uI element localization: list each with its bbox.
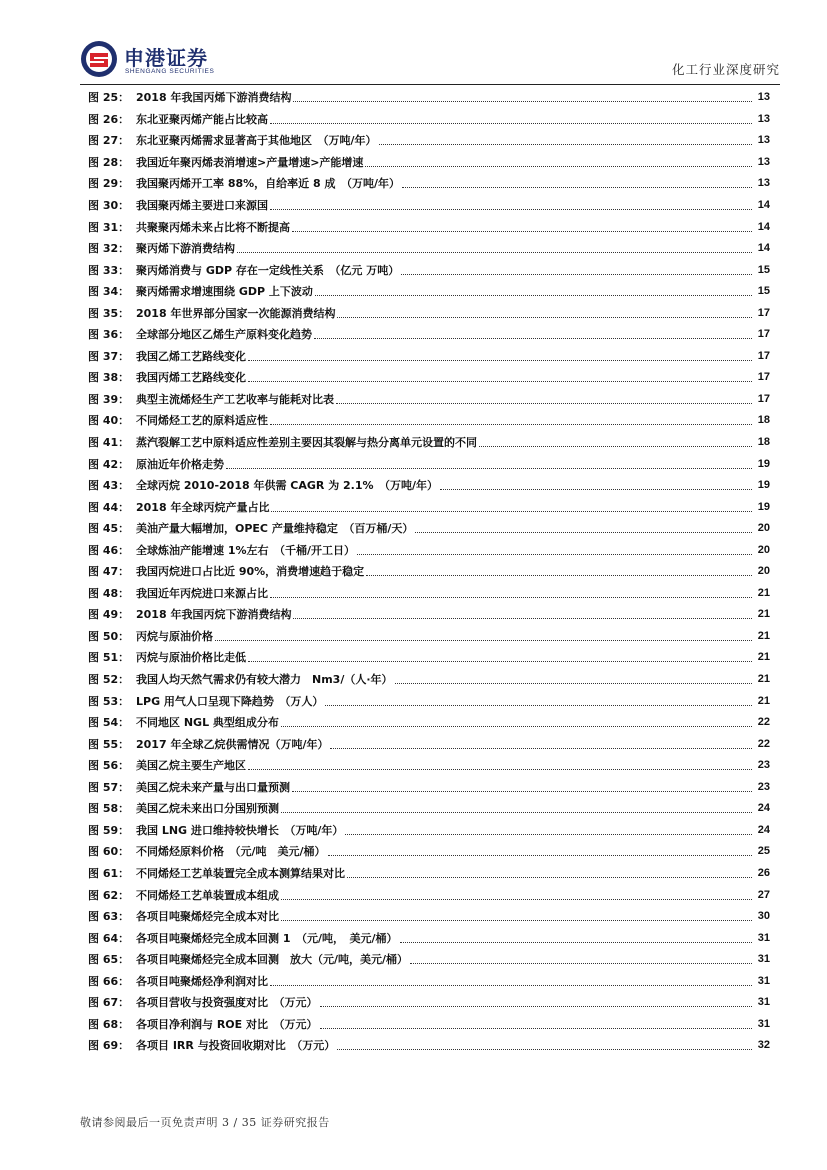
toc-entry[interactable]	[88, 690, 770, 712]
dot-leader	[479, 436, 752, 449]
toc-entry-page: 21	[757, 629, 770, 642]
toc-entry[interactable]	[88, 453, 770, 475]
toc-entry[interactable]	[88, 906, 770, 928]
toc-entry-title: 我国聚丙烯开工率 88%，自给率近 8 成 （万吨/年）	[136, 177, 400, 191]
toc-entry-number: 图 60：	[88, 845, 130, 859]
footer-page-indicator: 3 / 35	[222, 1116, 257, 1129]
dot-leader	[270, 113, 752, 126]
toc-entry-number: 图 42：	[88, 457, 130, 471]
toc-entry-title: 2018 年全球丙烷产量占比	[136, 500, 270, 514]
toc-entry-number: 图 65：	[88, 953, 130, 967]
toc-entry-title: 我国聚丙烯主要进口来源国	[136, 199, 268, 212]
toc-entry-page: 31	[757, 931, 770, 944]
dot-leader	[293, 608, 752, 621]
toc-entry-page: 22	[757, 737, 770, 750]
toc-entry-page: 21	[757, 651, 770, 664]
toc-entry-title: 共聚聚丙烯未来占比将不断提高	[136, 220, 290, 234]
toc-entry-number: 图 30：	[88, 199, 130, 212]
toc-entry-number: 图 66：	[88, 974, 130, 988]
toc-entry[interactable]	[88, 712, 770, 734]
dot-leader	[226, 458, 752, 471]
toc-entry-page: 13	[757, 155, 770, 168]
toc-entry-title: 美国乙烷主要生产地区	[136, 759, 246, 773]
toc-entry-number: 图 28：	[88, 155, 130, 169]
dot-leader	[248, 350, 752, 363]
toc-entry-page: 31	[757, 953, 770, 966]
dot-leader	[215, 630, 752, 643]
toc-entry[interactable]	[88, 173, 770, 195]
dot-leader	[270, 587, 752, 600]
toc-entry-title: 原油近年价格走势	[136, 457, 224, 471]
toc-entry-number: 图 44：	[88, 500, 130, 514]
toc-entry-page: 13	[757, 134, 770, 147]
toc-entry-page: 18	[757, 414, 770, 427]
dot-leader	[347, 867, 752, 880]
toc-entry-title: 2017 年全球乙烷供需情况（万吨/年）	[136, 737, 329, 751]
dot-leader	[401, 264, 752, 277]
toc-entry[interactable]	[88, 884, 770, 906]
toc-entry-page: 17	[757, 349, 770, 362]
toc-entry-title: 全球炼油产能增速 1%左右 （千桶/开工日）	[136, 543, 356, 557]
toc-entry-number: 图 49：	[88, 608, 130, 622]
toc-entry[interactable]	[88, 755, 770, 777]
toc-entry-title: 聚丙烯下游消费结构	[136, 242, 235, 256]
toc-entry-number: 图 63：	[88, 910, 130, 924]
toc-entry-title: 我国人均天然气需求仍有较大潜力 Nm3/（人·年）	[136, 673, 393, 687]
toc-entry-number: 图 57：	[88, 780, 130, 794]
toc-entry-page: 23	[757, 759, 770, 772]
toc-entry[interactable]	[88, 109, 770, 131]
toc-entry-title: 聚丙烯需求增速围绕 GDP 上下波动	[136, 285, 313, 299]
toc-entry[interactable]	[88, 1014, 770, 1036]
toc-entry[interactable]	[88, 216, 770, 238]
toc-entry-number: 图 41：	[88, 436, 130, 450]
toc-entry-title: 美国乙烷未来产量与出口量预测	[136, 780, 290, 794]
toc-entry[interactable]	[88, 496, 770, 518]
toc-entry-page: 31	[757, 974, 770, 987]
company-logo	[80, 40, 250, 80]
dot-leader	[336, 393, 752, 406]
toc-entry-number: 图 29：	[88, 177, 130, 191]
toc-entry-title: 我国近年丙烷进口来源占比	[136, 586, 268, 600]
dot-leader	[293, 91, 752, 104]
toc-entry-title: 我国 LNG 进口维持较快增长 （万吨/年）	[136, 823, 344, 837]
toc-entry-title: 东北亚聚丙烯产能占比较高	[136, 112, 268, 126]
toc-entry-title: 不同烯烃原料价格 （元/吨 美元/桶）	[136, 845, 326, 859]
toc-entry-number: 图 52：	[88, 673, 130, 687]
toc-entry-number: 图 26：	[88, 112, 130, 126]
toc-entry-page: 15	[757, 263, 770, 276]
dot-leader	[281, 716, 752, 729]
toc-entry[interactable]	[88, 389, 770, 411]
dot-leader	[292, 221, 752, 234]
toc-entry[interactable]	[88, 583, 770, 605]
toc-entry-number: 图 59：	[88, 823, 130, 837]
toc-entry-number: 图 34：	[88, 285, 130, 299]
toc-entry-page: 26	[757, 866, 770, 879]
brand-name-cn: 申港证券	[124, 46, 208, 70]
toc-entry[interactable]	[88, 820, 770, 842]
toc-entry-page: 25	[757, 845, 770, 858]
toc-entry-page: 24	[757, 802, 770, 815]
toc-entry-page: 18	[757, 436, 770, 449]
toc-entry-title: 各项目吨聚烯烃完全成本回测 放大（元/吨，美元/桶）	[136, 953, 409, 967]
toc-entry-page: 30	[757, 910, 770, 923]
page-footer	[80, 1114, 330, 1130]
toc-entry-page: 23	[757, 780, 770, 793]
toc-entry[interactable]	[88, 798, 770, 820]
toc-entry[interactable]	[88, 518, 770, 540]
toc-entry-title: 各项目 IRR 与投资回收期对比 （万元）	[136, 1039, 336, 1053]
toc-entry-title: 各项目吨聚烯烃完全成本回测 1 （元/吨， 美元/桶）	[136, 931, 398, 945]
toc-entry[interactable]	[88, 475, 770, 497]
dot-leader	[320, 1018, 753, 1031]
toc-entry[interactable]	[88, 647, 770, 669]
dot-leader	[440, 479, 752, 492]
toc-entry-page: 27	[757, 888, 770, 901]
toc-entry[interactable]	[88, 927, 770, 949]
toc-entry-number: 图 45：	[88, 522, 130, 536]
toc-entry[interactable]	[88, 949, 770, 971]
dot-leader	[328, 845, 752, 858]
toc-entry-number: 图 53：	[88, 694, 130, 708]
dot-leader	[379, 134, 752, 147]
toc-entry-number: 图 50：	[88, 629, 130, 643]
dot-leader	[270, 414, 752, 427]
toc-entry-title: 2018 年我国丙烯下游消费结构	[136, 91, 292, 105]
toc-entry-title: 各项目净利润与 ROE 对比 （万元）	[136, 1017, 318, 1031]
toc-entry-page: 17	[757, 392, 770, 405]
toc-entry-number: 图 54：	[88, 716, 130, 730]
toc-entry-page: 20	[757, 522, 770, 535]
toc-entry-title: 不同烯烃工艺单装置完全成本测算结果对比	[136, 866, 345, 880]
dot-leader	[271, 501, 752, 514]
dot-leader	[410, 953, 752, 966]
dot-leader	[281, 910, 752, 923]
toc-entry-number: 图 61：	[88, 866, 130, 880]
toc-entry-page: 19	[757, 500, 770, 513]
toc-entry-number: 图 51：	[88, 651, 130, 665]
dot-leader	[248, 371, 752, 384]
dot-leader	[320, 996, 753, 1009]
toc-entry-page: 14	[757, 199, 770, 211]
toc-entry-title: 丙烷与原油价格	[136, 629, 213, 643]
toc-entry-title: 我国丙烯工艺路线变化	[136, 371, 246, 385]
toc-entry[interactable]	[88, 87, 770, 109]
toc-entry-page: 31	[757, 1017, 770, 1030]
toc-entry-title: 不同地区 NGL 典型组成分布	[136, 716, 279, 730]
toc-entry-page: 31	[757, 996, 770, 1009]
toc-entry-page: 19	[757, 457, 770, 470]
dot-leader	[248, 759, 752, 772]
dot-leader	[366, 565, 752, 578]
toc-entry-title: 不同烯烃工艺单装置成本组成	[136, 888, 279, 902]
header-divider	[80, 84, 780, 85]
dot-leader	[237, 242, 752, 255]
toc-entry-page: 13	[757, 177, 770, 190]
toc-entry-number: 图 35：	[88, 306, 130, 320]
page-header	[80, 38, 780, 84]
dot-leader	[314, 328, 752, 341]
dot-leader	[357, 544, 752, 557]
toc-entry-page: 21	[757, 694, 770, 707]
toc-entry-page: 21	[757, 673, 770, 686]
toc-entry-number: 图 25：	[88, 91, 130, 105]
dot-leader	[315, 285, 752, 298]
toc-entry-page: 13	[757, 112, 770, 125]
toc-entry-page: 17	[757, 328, 770, 341]
toc-entry[interactable]	[88, 410, 770, 432]
toc-entry-title: 2018 年我国丙烷下游消费结构	[136, 608, 292, 622]
toc-entry-title: 不同烯烃工艺的原料适应性	[136, 414, 268, 428]
dot-leader	[402, 177, 752, 190]
toc-entry[interactable]	[88, 604, 770, 626]
toc-entry[interactable]	[88, 539, 770, 561]
dot-leader	[325, 695, 752, 708]
toc-entry-number: 图 56：	[88, 759, 130, 773]
toc-entry-page: 19	[757, 479, 770, 492]
toc-entry[interactable]	[88, 259, 770, 281]
toc-entry-number: 图 47：	[88, 565, 130, 579]
toc-entry-page: 20	[757, 543, 770, 556]
dot-leader	[292, 781, 752, 794]
toc-entry-title: 各项目营收与投资强度对比 （万元）	[136, 996, 318, 1010]
toc-entry[interactable]	[88, 1035, 770, 1057]
toc-entry-title: 东北亚聚丙烯需求显著高于其他地区 （万吨/年）	[136, 134, 377, 148]
dot-leader	[281, 889, 752, 902]
toc-entry[interactable]	[88, 346, 770, 368]
dot-leader	[345, 824, 752, 837]
toc-entry-title: 聚丙烯消费与 GDP 存在一定线性关系 （亿元 万吨）	[136, 263, 400, 277]
toc-entry-number: 图 46：	[88, 543, 130, 557]
dot-leader	[270, 975, 752, 988]
toc-entry-number: 图 58：	[88, 802, 130, 816]
toc-entry-page: 24	[757, 823, 770, 836]
toc-entry[interactable]	[88, 238, 770, 260]
toc-entry-number: 图 62：	[88, 888, 130, 902]
toc-entry[interactable]	[88, 626, 770, 648]
toc-entry[interactable]	[88, 841, 770, 863]
toc-entry-page: 15	[757, 285, 770, 298]
toc-entry-title: 典型主流烯烃生产工艺收率与能耗对比表	[136, 392, 334, 406]
toc-entry[interactable]	[88, 152, 770, 174]
toc-entry-number: 图 40：	[88, 414, 130, 428]
toc-entry[interactable]	[88, 432, 770, 454]
toc-entry-page: 21	[757, 608, 770, 621]
footer-disclaimer: 敬请参阅最后一页免责声明	[80, 1116, 218, 1129]
toc-entry[interactable]	[88, 281, 770, 303]
toc-entry[interactable]	[88, 195, 770, 217]
toc-entry-number: 图 32：	[88, 242, 130, 256]
toc-entry-number: 图 43：	[88, 479, 130, 493]
table-of-figures	[88, 87, 770, 1057]
toc-entry[interactable]	[88, 863, 770, 885]
toc-entry[interactable]	[88, 561, 770, 583]
toc-entry-page: 14	[757, 242, 770, 255]
dot-leader	[400, 932, 752, 945]
brand-name-en: SHENGANG SECURITIES	[125, 68, 215, 75]
dot-leader	[281, 802, 752, 815]
toc-entry-page: 14	[757, 220, 770, 233]
toc-entry[interactable]	[88, 669, 770, 691]
toc-entry-title: 美国乙烷未来出口分国别预测	[136, 802, 279, 816]
toc-entry-title: 各项目吨聚烯烃净利润对比	[136, 974, 268, 988]
toc-entry-number: 图 64：	[88, 931, 130, 945]
toc-entry-title: 各项目吨聚烯烃完全成本对比	[136, 910, 279, 924]
toc-entry-page: 20	[757, 565, 770, 578]
toc-entry-title: 全球部分地区乙烯生产原料变化趋势	[136, 328, 312, 342]
footer-report-label: 证券研究报告	[260, 1116, 330, 1129]
dot-leader	[337, 1039, 752, 1052]
toc-entry-title: 蒸汽裂解工艺中原料适应性差别主要因其裂解与热分离单元设置的不同	[136, 436, 477, 450]
toc-entry-title: 我国乙烯工艺路线变化	[136, 349, 246, 363]
toc-entry[interactable]	[88, 992, 770, 1014]
toc-entry-title: 美油产量大幅增加，OPEC 产量维持稳定 （百万桶/天）	[136, 522, 414, 536]
toc-entry-page: 21	[757, 586, 770, 599]
toc-entry-number: 图 68：	[88, 1017, 130, 1031]
toc-entry-number: 图 38：	[88, 371, 130, 385]
toc-entry[interactable]	[88, 970, 770, 992]
dot-leader	[365, 156, 752, 169]
toc-entry[interactable]	[88, 733, 770, 755]
toc-entry-number: 图 69：	[88, 1039, 130, 1053]
shengang-logo-icon	[80, 40, 118, 78]
toc-entry-number: 图 37：	[88, 349, 130, 363]
toc-entry-title: 我国近年聚丙烯表消增速>产量增速>产能增速	[136, 155, 364, 169]
dot-leader	[395, 673, 752, 686]
toc-entry-title: 丙烷与原油价格比走低	[136, 651, 246, 665]
toc-entry-page: 32	[757, 1039, 770, 1052]
dot-leader	[248, 651, 752, 664]
toc-entry-title: LPG 用气人口呈现下降趋势 （万人）	[136, 694, 324, 708]
dot-leader	[270, 199, 752, 212]
toc-entry-number: 图 31：	[88, 220, 130, 234]
toc-entry-number: 图 48：	[88, 586, 130, 600]
toc-entry-number: 图 27：	[88, 134, 130, 148]
toc-entry-number: 图 55：	[88, 737, 130, 751]
toc-entry[interactable]	[88, 777, 770, 799]
toc-entry[interactable]	[88, 302, 770, 324]
toc-entry[interactable]	[88, 130, 770, 152]
toc-entry-title: 我国丙烷进口占比近 90%，消费增速趋于稳定	[136, 565, 365, 579]
toc-entry-page: 17	[757, 371, 770, 384]
toc-entry[interactable]	[88, 324, 770, 346]
toc-entry-number: 图 39：	[88, 392, 130, 406]
toc-entry[interactable]	[88, 367, 770, 389]
toc-entry-number: 图 33：	[88, 263, 130, 277]
dot-leader	[330, 738, 752, 751]
toc-entry-page: 17	[757, 306, 770, 319]
toc-entry-title: 2018 年世界部分国家一次能源消费结构	[136, 306, 336, 320]
toc-entry-page: 22	[757, 716, 770, 729]
dot-leader	[415, 522, 752, 535]
dot-leader	[337, 307, 752, 320]
toc-entry-title: 全球丙烷 2010-2018 年供需 CAGR 为 2.1% （万吨/年）	[136, 479, 439, 493]
toc-entry-number: 图 67：	[88, 996, 130, 1010]
toc-entry-number: 图 36：	[88, 328, 130, 342]
document-type: 化工行业深度研究	[671, 62, 780, 77]
toc-entry-page: 13	[757, 91, 770, 104]
